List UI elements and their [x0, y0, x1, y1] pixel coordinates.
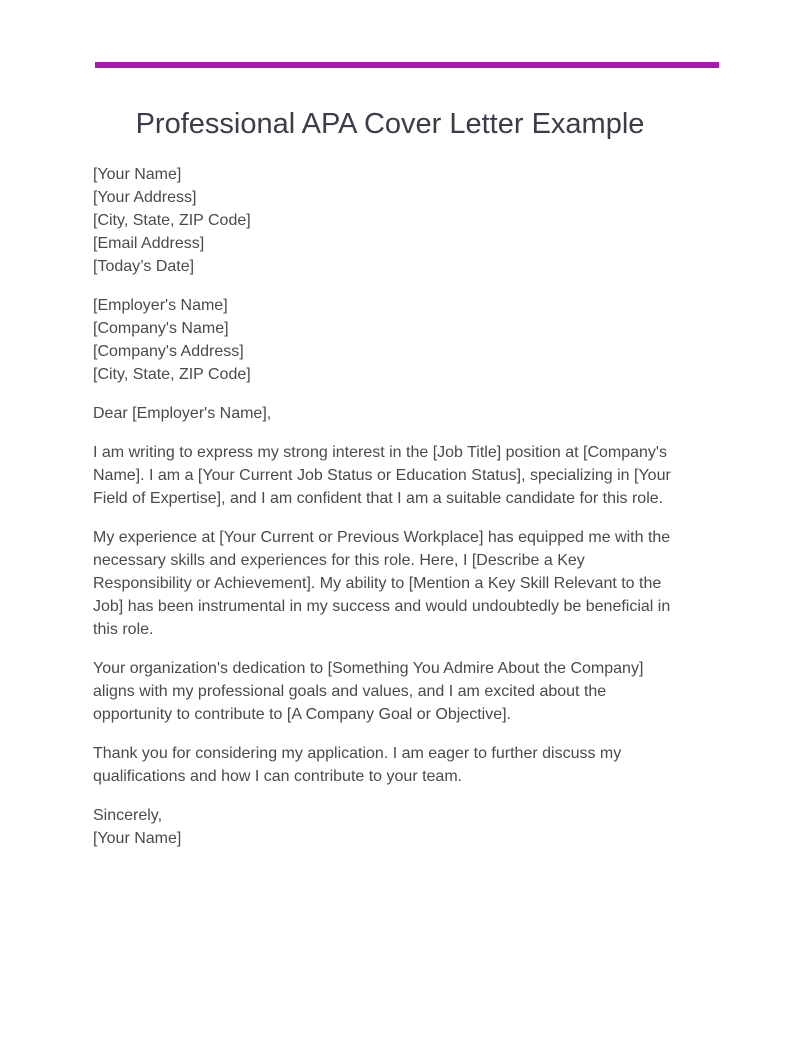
paragraph-introduction: I am writing to express my strong interest in the [Job Title] position at [Company's Name]. I am a [Your Current Job Status or Education Status], specializing in [Your Field of Expertise], and I am confident that I am a suitable candidate for this role. [93, 444, 671, 507]
salutation: Dear [Employer's Name], [93, 405, 272, 422]
paragraph-experience: My experience at [Your Current or Previous Workplace] has equipped me with the necessary skills and experiences for this role. Here, I [Describe a Key Responsibility or Achievement]. My ability to [Mention a Key Skill Relevant to the Job] has been instrumental in my success and would undoubtedly be beneficial in this role. [93, 529, 671, 638]
sender-name: [Your Name] [93, 166, 182, 183]
company-city-state-zip: [City, State, ZIP Code] [93, 366, 251, 383]
sender-address-block [93, 163, 683, 278]
closing: Sincerely, [93, 807, 163, 824]
letter-body [93, 163, 683, 866]
paragraph-organization: Your organization's dedication to [Something You Admire About the Company] aligns with my professional goals and values, and I am excited about the opportunity to contribute to [A Company Goal or Objective]. [93, 660, 644, 723]
paragraph-thanks: Thank you for considering my application. I am eager to further discuss my qualifications and how I can contribute to your team. [93, 745, 622, 785]
page-title: Professional APA Cover Letter Example [135, 108, 645, 140]
recipient-address-block [93, 294, 683, 386]
company-name: [Company's Name] [93, 320, 229, 337]
company-address: [Company's Address] [93, 343, 244, 360]
top-accent-rule [95, 62, 719, 68]
sender-email: [Email Address] [93, 235, 205, 252]
employer-name: [Employer's Name] [93, 297, 228, 314]
letter-date: [Today’s Date] [93, 258, 195, 275]
sender-address: [Your Address] [93, 189, 197, 206]
sender-city-state-zip: [City, State, ZIP Code] [93, 212, 251, 229]
signature-block [93, 804, 683, 850]
signature-name: [Your Name] [93, 830, 182, 847]
